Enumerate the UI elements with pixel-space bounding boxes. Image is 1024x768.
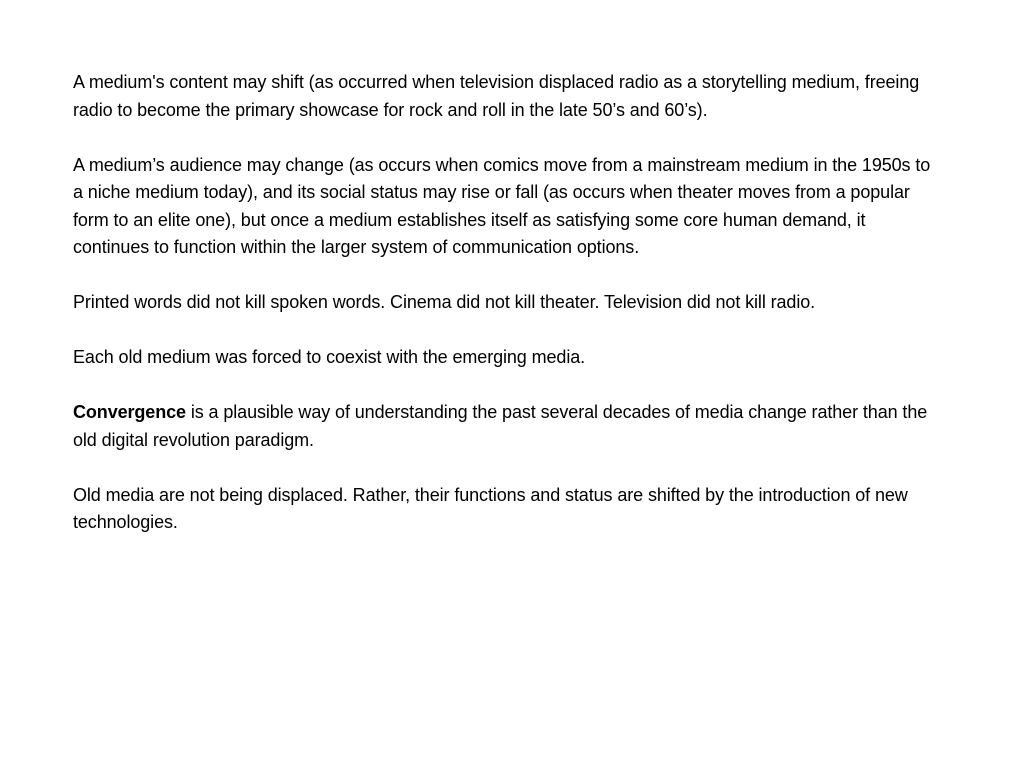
slide-text-body <box>73 69 943 564</box>
convergence-term: Convergence <box>73 402 186 422</box>
paragraph-convergence <box>73 399 943 454</box>
paragraph-printed-words: Printed words did not kill spoken words. Cinema did not kill theater. Television did not kill radio. <box>73 292 816 312</box>
paragraph-coexist: Each old medium was forced to coexist with the emerging media. <box>73 347 586 367</box>
paragraph-old-media: Old media are not being displaced. Rather, their functions and status are shifted by the introduction of new technologies. <box>73 484 908 532</box>
convergence-text: is a plausible way of understanding the past several decades of media change rather than the old digital revolution paradigm. <box>73 402 928 450</box>
paragraph-content-shift: A medium's content may shift (as occurred when television displaced radio as a storytelling medium, freeing radio to become the primary showcase for rock and roll in the late 50’s and 60’s). <box>73 72 920 120</box>
paragraph-audience-change: A medium’s audience may change (as occurs when comics move from a mainstream medium in the 1950s to a niche medium today), and its social status may rise or fall (as occurs when theater moves from a popular form to an elite one), but once a medium establishes itself as satisfying some core human demand, it continues to function within the larger system of communication options. <box>73 154 931 257</box>
